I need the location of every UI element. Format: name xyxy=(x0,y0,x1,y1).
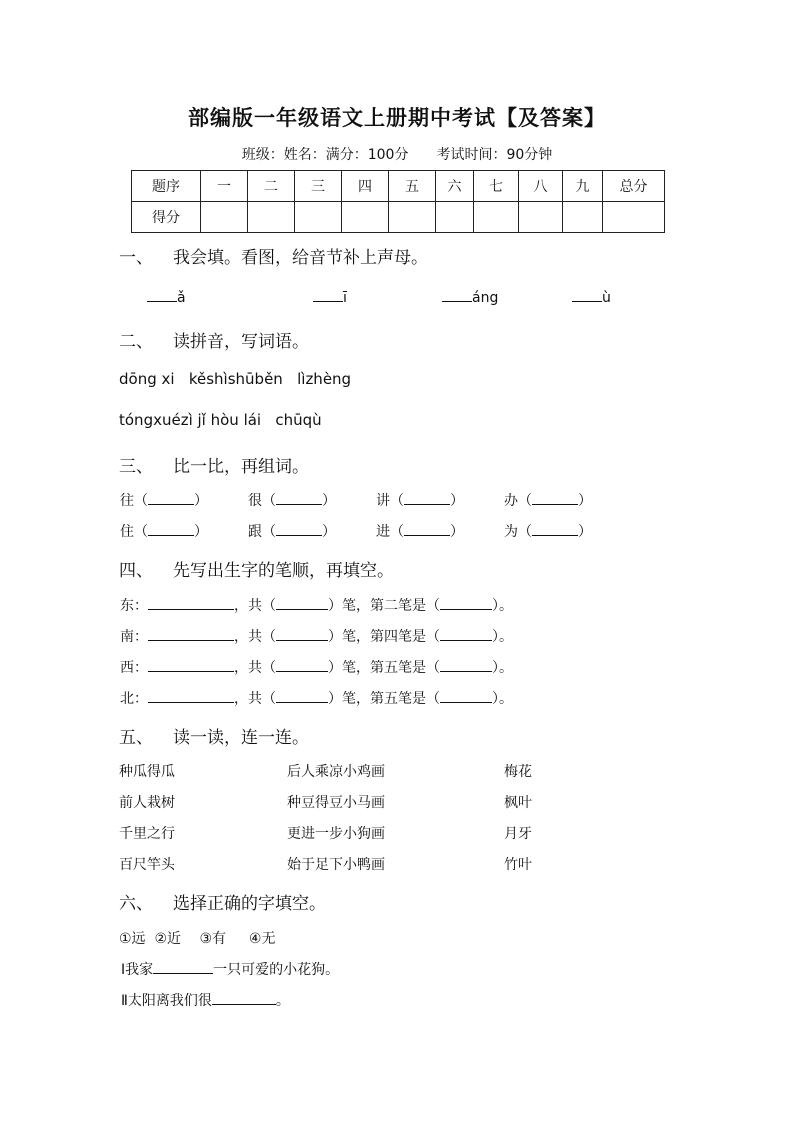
bracket: ） xyxy=(194,493,208,509)
stroke-order-row xyxy=(120,595,513,615)
answer-blank[interactable] xyxy=(440,657,492,672)
bracket: （ xyxy=(262,493,276,509)
char-label: 南： xyxy=(120,629,148,645)
word-pair xyxy=(376,490,464,510)
table-cell: 七 xyxy=(474,171,519,202)
score-table-header-row xyxy=(132,171,665,202)
syllable-final: áng xyxy=(472,290,499,306)
pinyin-line-2: tóngxuézì jǐ hòu lái chūqù xyxy=(119,411,322,429)
syllable-final: ù xyxy=(602,290,611,306)
table-cell: 八 xyxy=(519,171,563,202)
table-cell: 五 xyxy=(389,171,436,202)
syllable-final: ī xyxy=(343,290,347,306)
section-1-heading xyxy=(119,243,428,268)
exam-info: 班级：姓名：满分：100分 考试时间：90分钟 xyxy=(241,147,553,163)
score-table-score-row xyxy=(132,202,665,233)
match-item[interactable]: 竹叶 xyxy=(504,857,532,873)
score-input-cell[interactable] xyxy=(563,202,603,233)
stroke-order-row xyxy=(120,626,513,646)
word-pair xyxy=(248,521,336,541)
row-text: ，共（ xyxy=(234,629,276,645)
char: 进 xyxy=(376,524,390,540)
answer-blank[interactable] xyxy=(276,657,328,672)
answer-blank[interactable] xyxy=(276,688,328,703)
row-text: ，共（ xyxy=(234,598,276,614)
bracket: ） xyxy=(578,524,592,540)
table-cell: 一 xyxy=(201,171,248,202)
table-cell: 总分 xyxy=(603,171,665,202)
bracket: （ xyxy=(134,493,148,509)
section-title: 选择正确的字填空。 xyxy=(173,894,326,914)
section-title: 先写出生字的笔顺，再填空。 xyxy=(173,561,394,581)
table-cell: 得分 xyxy=(132,202,201,233)
score-input-cell[interactable] xyxy=(201,202,248,233)
bracket: （ xyxy=(390,493,404,509)
answer-blank[interactable] xyxy=(404,521,450,536)
word-pair xyxy=(120,521,208,541)
stroke-order-row xyxy=(120,688,513,708)
answer-blank[interactable] xyxy=(313,287,343,302)
section-6-heading xyxy=(119,889,326,914)
match-item[interactable]: 种豆得豆小马画 xyxy=(287,795,385,811)
score-input-cell[interactable] xyxy=(436,202,474,233)
syllable-item xyxy=(313,287,347,306)
answer-blank[interactable] xyxy=(148,626,234,641)
score-input-cell[interactable] xyxy=(389,202,436,233)
score-table xyxy=(131,170,665,233)
syllable-final: ǎ xyxy=(177,290,186,306)
section-3-heading xyxy=(119,452,309,477)
answer-blank[interactable] xyxy=(442,287,472,302)
bracket: ） xyxy=(578,493,592,509)
answer-blank[interactable] xyxy=(276,595,328,610)
section-number: 一、 xyxy=(119,248,153,268)
bracket: （ xyxy=(262,524,276,540)
question-text: 。 xyxy=(275,993,290,1009)
match-item[interactable]: 枫叶 xyxy=(504,795,532,811)
syllable-item xyxy=(147,287,186,306)
match-item[interactable]: 千里之行 xyxy=(119,826,175,842)
char: 往 xyxy=(120,493,134,509)
answer-blank[interactable] xyxy=(440,595,492,610)
char-label: 东： xyxy=(120,598,148,614)
bracket: （ xyxy=(518,524,532,540)
bracket: ） xyxy=(450,493,464,509)
bracket: ） xyxy=(322,493,336,509)
table-cell: 题序 xyxy=(132,171,201,202)
row-text: ）。 xyxy=(492,660,513,676)
answer-blank[interactable] xyxy=(440,688,492,703)
section-title: 读一读，连一连。 xyxy=(173,728,309,748)
section-number: 六、 xyxy=(119,894,153,914)
word-pair xyxy=(504,521,592,541)
bracket: ） xyxy=(450,524,464,540)
section-number: 三、 xyxy=(119,457,153,477)
answer-blank[interactable] xyxy=(148,521,194,536)
score-input-cell[interactable] xyxy=(519,202,563,233)
stroke-order-row xyxy=(120,657,513,677)
section-title: 比一比，再组词。 xyxy=(173,457,309,477)
word-pair xyxy=(376,521,464,541)
answer-blank[interactable] xyxy=(276,490,322,505)
answer-blank[interactable] xyxy=(148,595,234,610)
pinyin-line-1: dōng xi kěshìshūběn lìzhèng xyxy=(119,370,352,388)
char: 讲 xyxy=(376,493,390,509)
table-cell: 三 xyxy=(295,171,342,202)
answer-blank[interactable] xyxy=(153,959,213,974)
score-input-cell[interactable] xyxy=(295,202,342,233)
fill-question-2 xyxy=(121,990,290,1010)
answer-blank[interactable] xyxy=(532,521,578,536)
section-2-heading xyxy=(119,327,309,352)
row-text: ）。 xyxy=(492,691,513,707)
row-text: ）笔，第五笔是（ xyxy=(328,660,440,676)
bracket: （ xyxy=(134,524,148,540)
word-pair xyxy=(120,490,208,510)
fill-question-1 xyxy=(121,959,339,979)
table-cell: 六 xyxy=(436,171,474,202)
syllable-item xyxy=(572,287,611,306)
answer-blank[interactable] xyxy=(440,626,492,641)
answer-blank[interactable] xyxy=(148,490,194,505)
row-text: ，共（ xyxy=(234,660,276,676)
answer-blank[interactable] xyxy=(212,990,276,1005)
score-input-cell[interactable] xyxy=(603,202,665,233)
bracket: （ xyxy=(390,524,404,540)
answer-blank[interactable] xyxy=(572,287,602,302)
match-item[interactable]: 后人乘凉小鸡画 xyxy=(287,764,385,780)
question-text: 一只可爱的小花狗。 xyxy=(213,962,340,978)
match-item[interactable]: 更进一步小狗画 xyxy=(287,826,385,842)
choice-options: ①远 ②近 ③有 ④无 xyxy=(119,931,276,947)
answer-blank[interactable] xyxy=(148,688,234,703)
match-item[interactable]: 始于足下小鸭画 xyxy=(287,857,385,873)
match-item[interactable]: 种瓜得瓜 xyxy=(119,764,175,780)
char-label: 北： xyxy=(120,691,148,707)
section-number: 五、 xyxy=(119,728,153,748)
section-title: 读拼音，写词语。 xyxy=(173,332,309,352)
row-text: ）。 xyxy=(492,629,513,645)
bracket: ） xyxy=(194,524,208,540)
syllable-item xyxy=(442,287,498,306)
row-text: ）笔，第四笔是（ xyxy=(328,629,440,645)
table-cell: 九 xyxy=(563,171,603,202)
match-item[interactable]: 前人栽树 xyxy=(119,795,175,811)
section-number: 四、 xyxy=(119,561,153,581)
word-pair xyxy=(248,490,336,510)
section-title: 我会填。看图，给音节补上声母。 xyxy=(173,248,428,268)
row-text: ）笔，第五笔是（ xyxy=(328,691,440,707)
match-item[interactable]: 梅花 xyxy=(504,764,532,780)
char: 跟 xyxy=(248,524,262,540)
score-input-cell[interactable] xyxy=(474,202,519,233)
char: 办 xyxy=(504,493,518,509)
row-text: ）。 xyxy=(492,598,513,614)
table-cell: 二 xyxy=(248,171,295,202)
match-item[interactable]: 百尺竿头 xyxy=(119,857,175,873)
bracket: ） xyxy=(322,524,336,540)
row-text: ）笔，第二笔是（ xyxy=(328,598,440,614)
question-text: Ⅱ太阳离我们很 xyxy=(121,993,212,1009)
char: 很 xyxy=(248,493,262,509)
word-pair xyxy=(504,490,592,510)
bracket: （ xyxy=(518,493,532,509)
answer-blank[interactable] xyxy=(532,490,578,505)
score-input-cell[interactable] xyxy=(248,202,295,233)
section-4-heading xyxy=(119,556,394,581)
section-5-heading xyxy=(119,723,309,748)
char: 为 xyxy=(504,524,518,540)
match-item[interactable]: 月牙 xyxy=(504,826,532,842)
char: 住 xyxy=(120,524,134,540)
section-number: 二、 xyxy=(119,332,153,352)
char-label: 西： xyxy=(120,660,148,676)
row-text: ，共（ xyxy=(234,691,276,707)
answer-blank[interactable] xyxy=(147,287,177,302)
question-text: Ⅰ我家 xyxy=(121,962,154,978)
answer-blank[interactable] xyxy=(276,626,328,641)
answer-blank[interactable] xyxy=(276,521,322,536)
score-input-cell[interactable] xyxy=(342,202,389,233)
answer-blank[interactable] xyxy=(404,490,450,505)
page-title: 部编版一年级语文上册期中考试【及答案】 xyxy=(188,105,606,130)
answer-blank[interactable] xyxy=(148,657,234,672)
table-cell: 四 xyxy=(342,171,389,202)
